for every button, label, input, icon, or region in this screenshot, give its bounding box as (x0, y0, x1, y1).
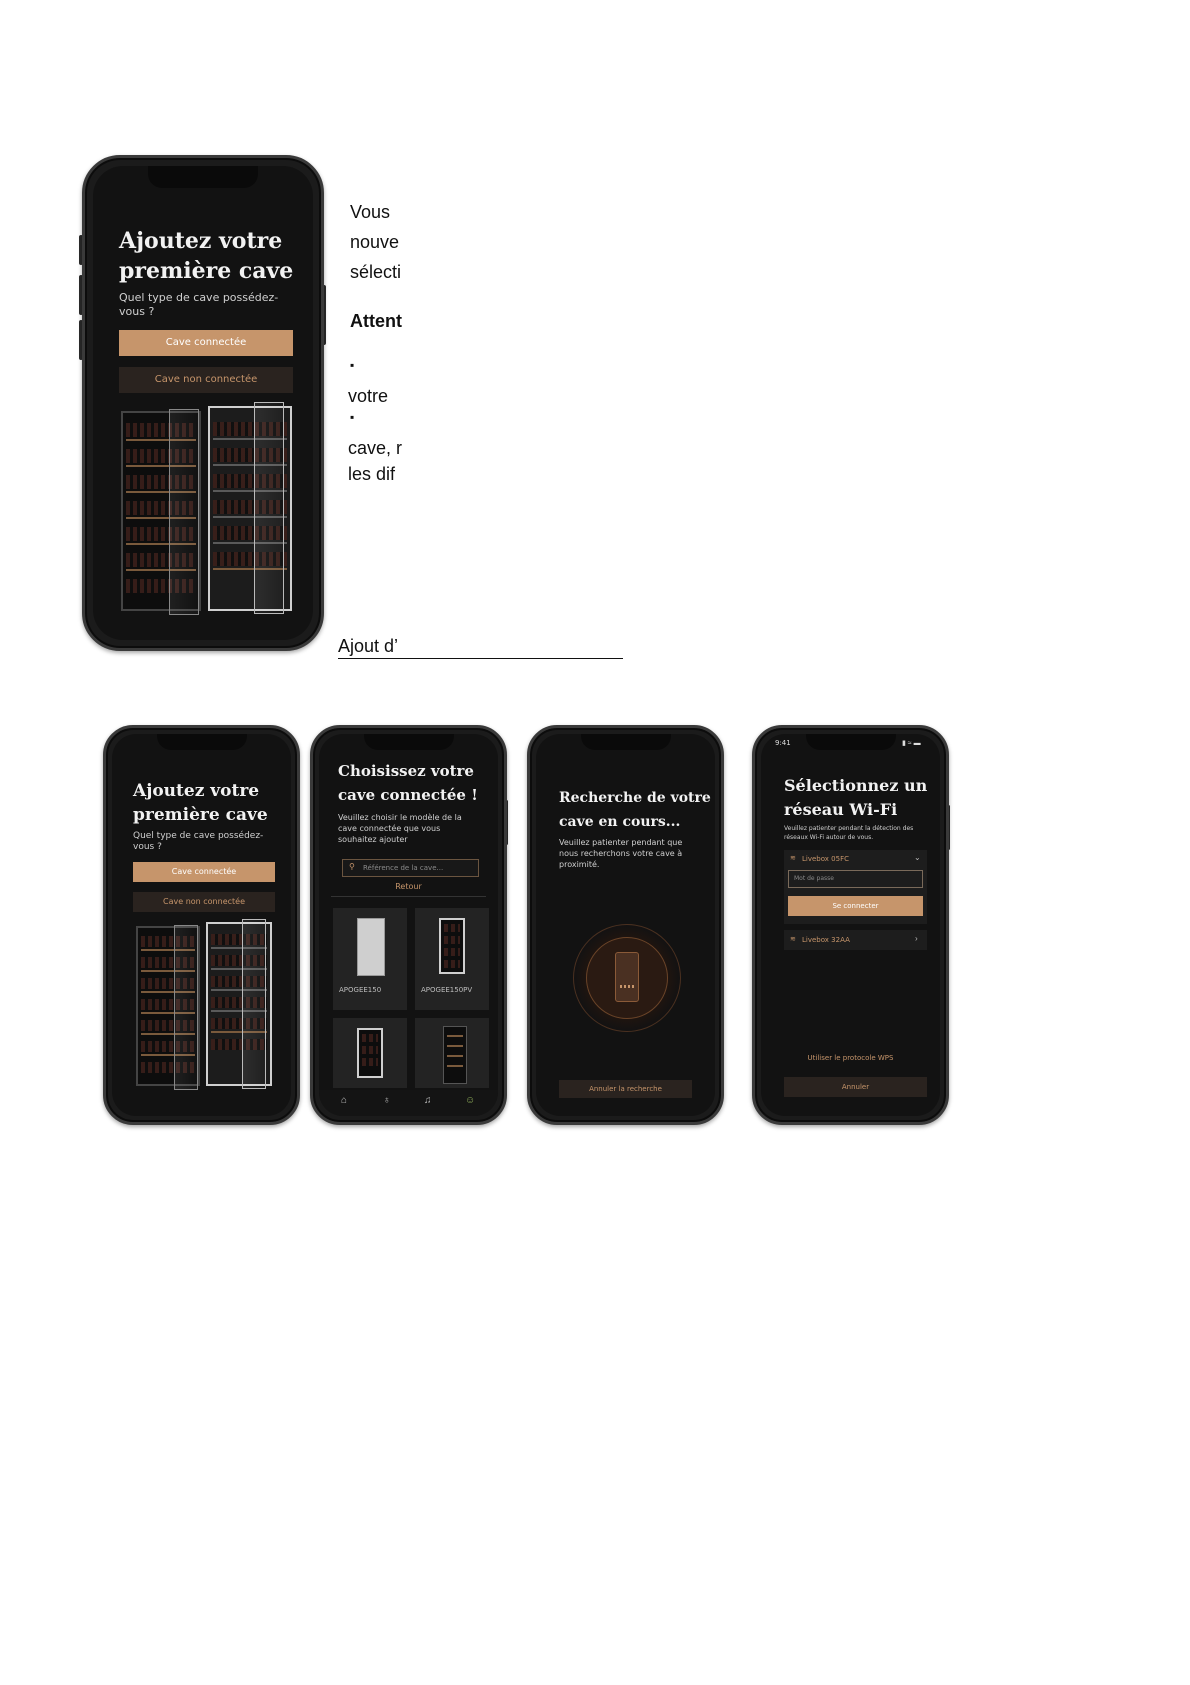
phone-main-screen (93, 166, 313, 640)
phone-searching-screen (536, 734, 715, 1116)
chevron-right-icon: › (915, 934, 918, 943)
phone-notch (806, 734, 896, 750)
screen-title-line: Sélectionnez un (784, 776, 928, 795)
doc-text-line-5: cave, r (348, 438, 403, 458)
screen-subtitle: Quel type de cave possédez-vous ? (133, 831, 264, 852)
screen-title-line: cave connectée ! (338, 786, 478, 804)
back-link[interactable]: Retour (395, 882, 422, 891)
doc-text-line-6: les dif (348, 464, 396, 484)
model-label: APOGEE150PV (421, 986, 473, 994)
cave-not-connected-button[interactable]: Cave non connectée (119, 367, 293, 393)
search-icon: ⚲ (349, 862, 355, 871)
phone-notch (157, 734, 247, 750)
phone-notch (148, 166, 258, 188)
phone-main (82, 155, 324, 651)
cave-connected-button[interactable]: Cave connectée (133, 862, 275, 882)
screen-subtitle: Quel type de cave possédez-vous ? (119, 291, 279, 318)
wifi-network-name: Livebox 05FC (802, 855, 849, 863)
wifi-connect-button[interactable]: Se connecter (788, 896, 923, 916)
wifi-network-name: Livebox 32AA (802, 936, 850, 944)
cave-model-image (443, 1026, 467, 1084)
figure-caption (338, 636, 623, 659)
cave-model-image (357, 918, 385, 976)
phone-searching (527, 725, 724, 1125)
wifi-icon: ≋ (790, 855, 796, 862)
screen-subtitle: Veuillez patienter pendant la détection des réseaux Wi-Fi autour de vous. (784, 825, 914, 841)
cave-icon (615, 952, 639, 1002)
screen-title-line: première cave (119, 258, 294, 284)
phone-notch (364, 734, 454, 750)
screen-subtitle: Veuillez choisir le modèle de la cave connectée que vous souhaitez ajouter (338, 813, 462, 844)
cave-search-placeholder: Référence de la cave... (363, 864, 444, 872)
screen-title-line: réseau Wi-Fi (784, 800, 898, 819)
chevron-down-icon: ⌄ (914, 853, 921, 862)
phone-wifi-screen (761, 734, 940, 1116)
wine-cabinet-white-image (206, 922, 272, 1086)
doc-bullet-1: ▪ (350, 358, 355, 372)
wine-cabinet-black-image (136, 926, 200, 1086)
cancel-search-button[interactable]: Annuler la recherche (559, 1080, 692, 1098)
doc-text-line-2: nouve (350, 232, 400, 252)
wps-link[interactable]: Utiliser le protocole WPS (807, 1054, 894, 1062)
cancel-button[interactable]: Annuler (784, 1077, 927, 1097)
wifi-icon: ≋ (790, 936, 796, 943)
phone-add-cave-screen (112, 734, 291, 1116)
screen-title-line: première cave (133, 805, 268, 825)
screen-title (784, 774, 927, 822)
password-placeholder: Mot de passe (794, 875, 834, 882)
model-tile-apogee150[interactable] (333, 908, 407, 1010)
phone-wifi (752, 725, 949, 1125)
screen-title (133, 779, 268, 827)
phone-choose-cave (310, 725, 507, 1125)
screen-title-line: Ajoutez votre (133, 781, 260, 801)
divider (331, 896, 486, 897)
wifi-network-expanded[interactable] (784, 850, 927, 924)
model-label: APOGEE150 (339, 986, 382, 994)
doc-attention-heading: Attent (350, 311, 402, 331)
screen-title-line: Ajoutez votre (119, 228, 283, 254)
model-tile[interactable] (333, 1018, 407, 1088)
cave-model-image (357, 1028, 383, 1078)
status-icons: ▮ ≈ ▬ (902, 740, 921, 747)
screen-title-line: Choisissez votre (338, 762, 474, 780)
bottom-nav (319, 1090, 498, 1116)
cave-model-image (439, 918, 465, 974)
bell-icon[interactable]: ♫ (424, 1095, 432, 1106)
wine-cabinet-black-image (121, 411, 201, 611)
screen-subtitle: Veuillez patienter pendant que nous recherchons votre cave à proximité. (559, 838, 683, 869)
model-tile[interactable] (415, 1018, 489, 1088)
cave-connected-button[interactable]: Cave connectée (119, 330, 293, 356)
doc-text-line-3: sélecti (350, 262, 402, 282)
screen-title-line: Recherche de votre (559, 790, 711, 806)
doc-text-line-4: votre (348, 386, 389, 406)
model-tile-apogee150pv[interactable] (415, 908, 489, 1010)
screen-title (119, 226, 293, 286)
screen-title (338, 759, 478, 807)
phone-choose-cave-screen (319, 734, 498, 1116)
doc-bullet-2: ▪ (350, 410, 355, 424)
phone-notch (581, 734, 671, 750)
profile-icon[interactable]: ☺ (465, 1095, 476, 1106)
status-time: 9:41 (775, 739, 791, 747)
bottle-icon[interactable]: ♁ (383, 1095, 391, 1106)
wifi-network-item[interactable] (784, 930, 927, 950)
wine-cabinet-white-image (208, 406, 292, 611)
doc-text-line-1: Vous (350, 202, 391, 222)
wifi-password-input[interactable] (788, 870, 923, 888)
cave-search-input[interactable] (342, 859, 479, 877)
figure-caption-text: Ajout d’ (338, 636, 399, 656)
cave-not-connected-button[interactable]: Cave non connectée (133, 892, 275, 912)
phone-add-cave (103, 725, 300, 1125)
screen-title-line: cave en cours... (559, 814, 681, 830)
screen-title (559, 786, 711, 834)
home-icon[interactable]: ⌂ (341, 1095, 348, 1106)
